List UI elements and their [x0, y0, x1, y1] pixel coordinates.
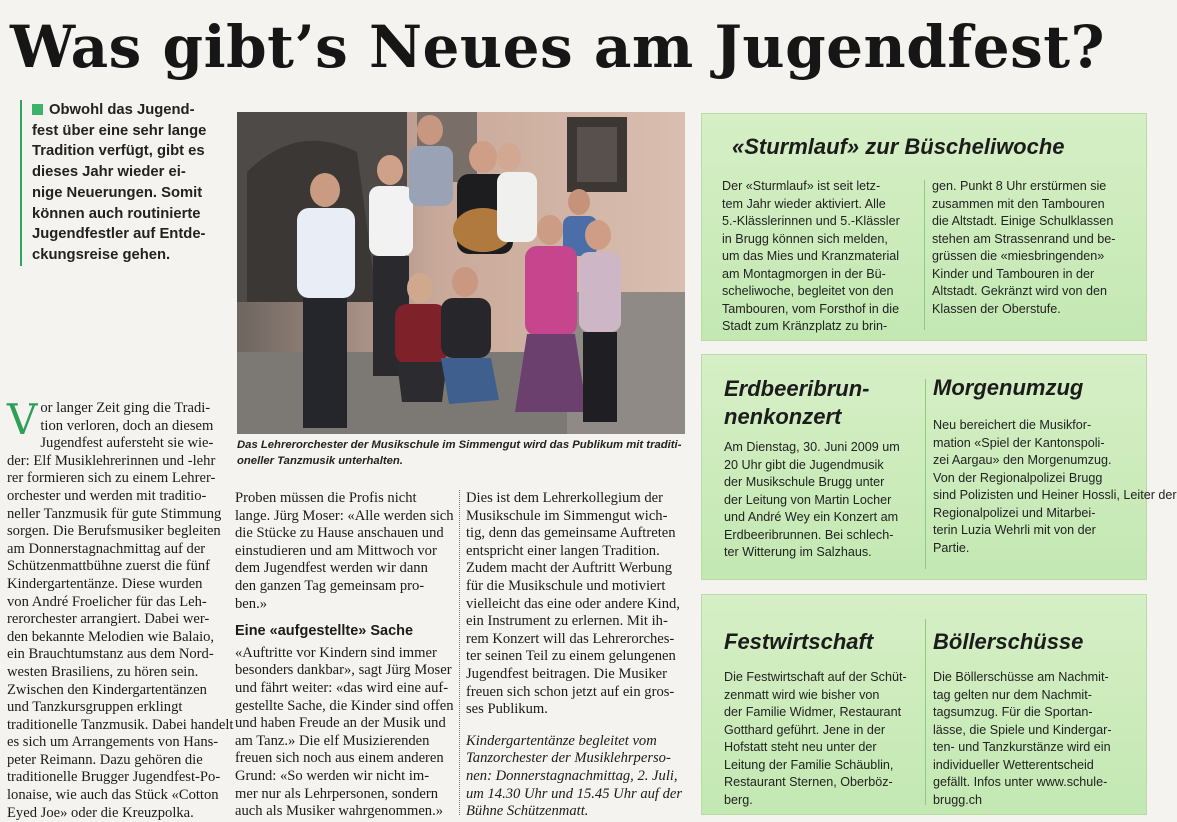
intro-line: Tradition verfügt, gibt es	[32, 143, 205, 160]
text-line: stehen am Strassenrand und be-	[932, 231, 1116, 246]
box-title-morgenumzug: Morgenumzug	[933, 375, 1084, 400]
text-line: vielleicht das eine oder andere Kind,	[466, 595, 680, 612]
box-sturmlauf	[701, 113, 1147, 341]
caption-line: Das Lehrerorchester der Musikschule im Simmengut wird das Publikum mit traditi-	[237, 439, 682, 451]
text-line: mer nur als Lehrpersonen, sondern	[235, 785, 439, 802]
text-line: Jugendfest aufersteht sie wie-	[40, 435, 214, 452]
text-line: lässe, die Spiele und Kindergar-	[933, 722, 1112, 737]
text-line: Kindergartentänze. Diese wurden	[7, 575, 203, 592]
box-title-boellerschuesse: Böllerschüsse	[933, 629, 1084, 654]
text-line: grüssen die «miesbringenden»	[932, 249, 1105, 263]
box-title-festwirtschaft: Festwirtschaft	[724, 629, 874, 654]
box-title-erdbeeri	[724, 375, 869, 431]
caption-line: oneller Tanzmusik unterhalten.	[237, 454, 403, 467]
text-line: für die Musikschule und motiviert	[466, 577, 666, 594]
intro-line: fest über eine sehr lange	[32, 122, 207, 139]
text-line: tag gelten nur dem Nachmit-	[933, 687, 1092, 702]
text-line: tagsumzug. Für die Sportan-	[933, 705, 1093, 719]
text-line: 20 Uhr gibt die Jugendmusik	[724, 457, 884, 472]
text-line: den bekannte Melodien wie Balaio,	[7, 628, 215, 645]
text-line: einstudieren und am Mittwoch vor	[235, 542, 437, 559]
text-line: Zudem macht der Auftritt Werbung	[466, 560, 673, 577]
text-line: Tanzorchester der Musiklehrperso-	[466, 750, 671, 767]
title-line: Erdbeeribrun-	[724, 376, 870, 401]
text-line: traditionelle Tanzmusik. Dabei handelt	[7, 716, 234, 733]
text-line: besonders dankbar», sagt Jürg Moser	[235, 662, 452, 679]
text-line: peter Reimann. Dazu gehören die	[7, 751, 203, 768]
box-title: «Sturmlauf» zur Büscheliwoche	[732, 134, 1065, 159]
text-line: terin Luzia Wehrli mit von der	[933, 523, 1096, 537]
text-line: am Tanz.» Die elf Musizierenden	[235, 732, 430, 749]
text-line: zei Aargau» den Morgenumzug.	[933, 453, 1112, 467]
text-line: Dies ist dem Lehrerkollegium der	[466, 490, 663, 506]
text-line: Am Dienstag, 30. Juni 2009 um	[724, 440, 900, 454]
text-line: Regionalpolizei und Mitarbei-	[933, 505, 1096, 520]
text-line: mation «Spiel der Kantonspoli-	[933, 435, 1105, 450]
text-line: auch als Musiker wahrgenommen.»	[235, 803, 444, 820]
text-line: Leitung der Familie Schäublin,	[724, 757, 894, 772]
text-line: und haben Freude an der Musik und	[235, 715, 446, 732]
text-line: Gotthard geführt. Jene in der	[724, 722, 886, 737]
intro-line: nige Neuerungen. Somit	[32, 184, 203, 201]
article-column-3	[466, 490, 684, 821]
column-1-lines	[7, 395, 234, 822]
text-line: scheliwoche, begleitet von den	[722, 284, 894, 298]
page-headline: Was gibt’s Neues am Jugendfest?	[10, 13, 1106, 81]
text-line: freuen sich noch aus einem anderen	[235, 750, 444, 767]
text-line: ten- und Tanzkurstänze wird ein	[933, 740, 1111, 754]
text-line: ein Instrument zu erlernen. Mit ih-	[466, 613, 668, 630]
box-divider	[925, 619, 926, 805]
box-divider	[925, 379, 926, 569]
text-line: der: Elf Musiklehrerinnen und -lehr	[7, 452, 216, 469]
text-line: tem Jahr wieder aktiviert. Alle	[722, 196, 886, 211]
text-line: Restaurant Sternen, Oberböz-	[724, 775, 893, 789]
text-line: Klassen der Oberstufe.	[932, 301, 1061, 316]
green-square-icon	[32, 104, 43, 115]
text-line: und André Wey ein Konzert am	[724, 510, 899, 524]
text-line: in Brugg können sich melden,	[722, 231, 888, 246]
text-line: zusammen mit den Tambouren	[932, 196, 1105, 211]
text-line: neller Tanzmusik für gute Stimmung	[7, 505, 222, 522]
text-line: den ganzen Tag gemeinsam pro-	[235, 577, 425, 594]
box-bottom	[701, 594, 1147, 815]
text-line: am Montagmorgen in der Bü-	[722, 266, 886, 281]
text-line: gefällt. Infos unter www.schule-	[933, 775, 1108, 789]
text-line: Die Festwirtschaft auf der Schüt-	[724, 670, 907, 684]
column-3-lines	[466, 490, 684, 719]
text-line: der Familie Widmer, Restaurant	[724, 705, 902, 719]
text-line: Proben müssen die Profis nicht	[235, 490, 417, 506]
text-line: um 14.30 Uhr und 15.45 Uhr auf der	[466, 785, 683, 802]
text-line: sorgen. Die Berufsmusiker begleiten	[7, 523, 221, 540]
text-line: Neu bereichert die Musikfor-	[933, 418, 1092, 432]
text-line: 5.-Klässlerinnen und 5.-Klässler	[722, 214, 900, 228]
text-line: Von der Regionalpolizei Brugg	[933, 470, 1103, 485]
text-line: lange. Jürg Moser: «Alle werden sich	[235, 507, 454, 524]
text-line: am Donnerstagnachmittag auf der	[7, 540, 206, 557]
box-text-left	[722, 178, 918, 336]
intro-line: ckungsreise gehen.	[32, 246, 171, 263]
column-2-lines	[235, 490, 453, 613]
orchestra-photo-illustration	[237, 112, 685, 434]
text-line: Partie.	[933, 540, 970, 555]
text-line: Stadt zum Kränzplatz zu brin-	[722, 319, 888, 333]
text-line: von André Froelicher für das Leh-	[7, 593, 207, 610]
text-line: Erdbeeribrunnen. Bei schlech-	[724, 527, 894, 542]
photo-caption	[237, 438, 685, 469]
text-line: rer formieren sich zu einem Lehrer-	[7, 470, 216, 487]
section-subhead: Eine «aufgestellte» Sache	[235, 623, 414, 640]
text-line: freuen sich schon jetzt auf ein gros-	[466, 683, 675, 700]
text-line: ses Publikum.	[466, 701, 548, 718]
text-line: zenmatt wird wie bisher von	[724, 687, 880, 702]
text-line: gen. Punkt 8 Uhr erstürmen sie	[932, 179, 1107, 193]
text-line: tig, denn das gemeinsame Auftreten	[466, 525, 676, 542]
text-line: rerorchester arrangiert. Dabei wer-	[7, 611, 210, 628]
text-line: die Altstadt. Einige Schulklassen	[932, 214, 1114, 228]
text-line: Hofstatt steht neu unter der	[724, 740, 877, 754]
text-line: ter seinen Teil zu einem gelungenen	[466, 648, 676, 665]
article-column-1	[7, 395, 234, 822]
text-line: ben.»	[235, 595, 268, 612]
text-line: tion verloren, doch an diesem	[40, 417, 214, 434]
text-line: berg.	[724, 792, 753, 807]
text-line: Kindergartentänze begleitet vom	[466, 732, 657, 749]
text-line: Eyed Joe» oder die Kreuzpolka.	[7, 804, 194, 821]
intro-line: Obwohl das Jugend-	[49, 102, 195, 118]
column-2-lines-b	[235, 645, 453, 821]
text-line: es sich um Arrangements von Hans-	[7, 734, 219, 751]
text-line: gestellte Sache, die Kinder sind offen	[235, 697, 454, 714]
text-line: Grund: «So werden wir nicht im-	[235, 767, 430, 784]
text-line: Die Böllerschüsse am Nachmit-	[933, 670, 1109, 684]
box-text-morgenumzug	[933, 417, 1177, 557]
text-line: die Stücke zu Hause anschauen und	[235, 525, 444, 542]
text-line: lonaise, wie auch das Stück «Cotton	[7, 787, 219, 804]
text-line: der Musikschule Brugg unter	[724, 475, 885, 489]
text-line: or langer Zeit ging die Tradi-	[40, 400, 211, 416]
text-line: sind Polizisten und Heiner Hossli, Leiter der	[933, 488, 1177, 502]
text-line: ter Witterung im Salzhaus.	[724, 545, 872, 559]
text-line: Tambouren, vom Forsthof in die	[722, 301, 900, 316]
box-text-right	[932, 178, 1128, 318]
box-text-erdbeeri	[724, 439, 920, 562]
drop-cap: V	[7, 395, 38, 444]
intro-line: Jugendfestler auf Entde-	[32, 226, 206, 243]
text-line: traditionelle Brugger Jugendfest-Po-	[7, 769, 221, 786]
text-line: orchester und werden mit traditio-	[7, 487, 207, 504]
text-line: rem Konzert will das Lehrerorches-	[466, 630, 675, 647]
event-note	[466, 733, 684, 821]
column-divider	[459, 490, 460, 815]
text-line: nen: Donnerstagnachmittag, 2. Juli,	[466, 767, 678, 784]
text-line: westen Brasiliens, zu hören sein.	[7, 663, 199, 680]
title-line: nenkonzert	[724, 404, 842, 429]
text-line: Musikschule im Simmengut wich-	[466, 507, 668, 524]
intro-line: dieses Jahr wieder ei-	[32, 164, 186, 181]
text-line: Altstadt. Gekränzt wird von den	[932, 284, 1107, 298]
text-line: und fährt weiter: «das wird eine auf-	[235, 679, 449, 696]
text-line: ein Brauchtumstanz aus dem Nord-	[7, 646, 214, 663]
box-middle	[701, 354, 1177, 580]
text-line: Der «Sturmlauf» ist seit letz-	[722, 179, 881, 193]
intro-line: können auch routinierte	[32, 205, 201, 222]
text-line: Zwischen den Kindergartentänzen	[7, 681, 207, 698]
text-line: entspricht einer langen Tradition.	[466, 542, 660, 559]
text-line: Jugendfest beitragen. Die Musiker	[466, 665, 668, 682]
box-text-festwirtschaft	[724, 669, 920, 809]
text-line: Kinder und Tambouren in der	[932, 266, 1095, 281]
text-line: um das Mies und Kranzmaterial	[722, 249, 900, 263]
box-text-boellerschuesse	[933, 669, 1129, 809]
text-line: dem Jugendfest werden wir dann	[235, 560, 428, 577]
text-line: brugg.ch	[933, 792, 983, 807]
intro-text	[20, 100, 228, 266]
article-column-2	[235, 490, 453, 821]
text-line: der Leitung von Martin Locher	[724, 492, 892, 507]
text-line: und Tanzkursgruppen erklingt	[7, 699, 183, 716]
text-line: individueller Wetterentscheid	[933, 757, 1094, 772]
text-line: Bühne Schützenmatt.	[466, 803, 589, 820]
orchestra-photo	[237, 112, 685, 434]
text-line: «Auftritte vor Kindern sind immer	[235, 644, 437, 661]
text-line: Schützenmattbühne zuerst die fünf	[7, 558, 211, 575]
box-divider	[924, 180, 925, 330]
